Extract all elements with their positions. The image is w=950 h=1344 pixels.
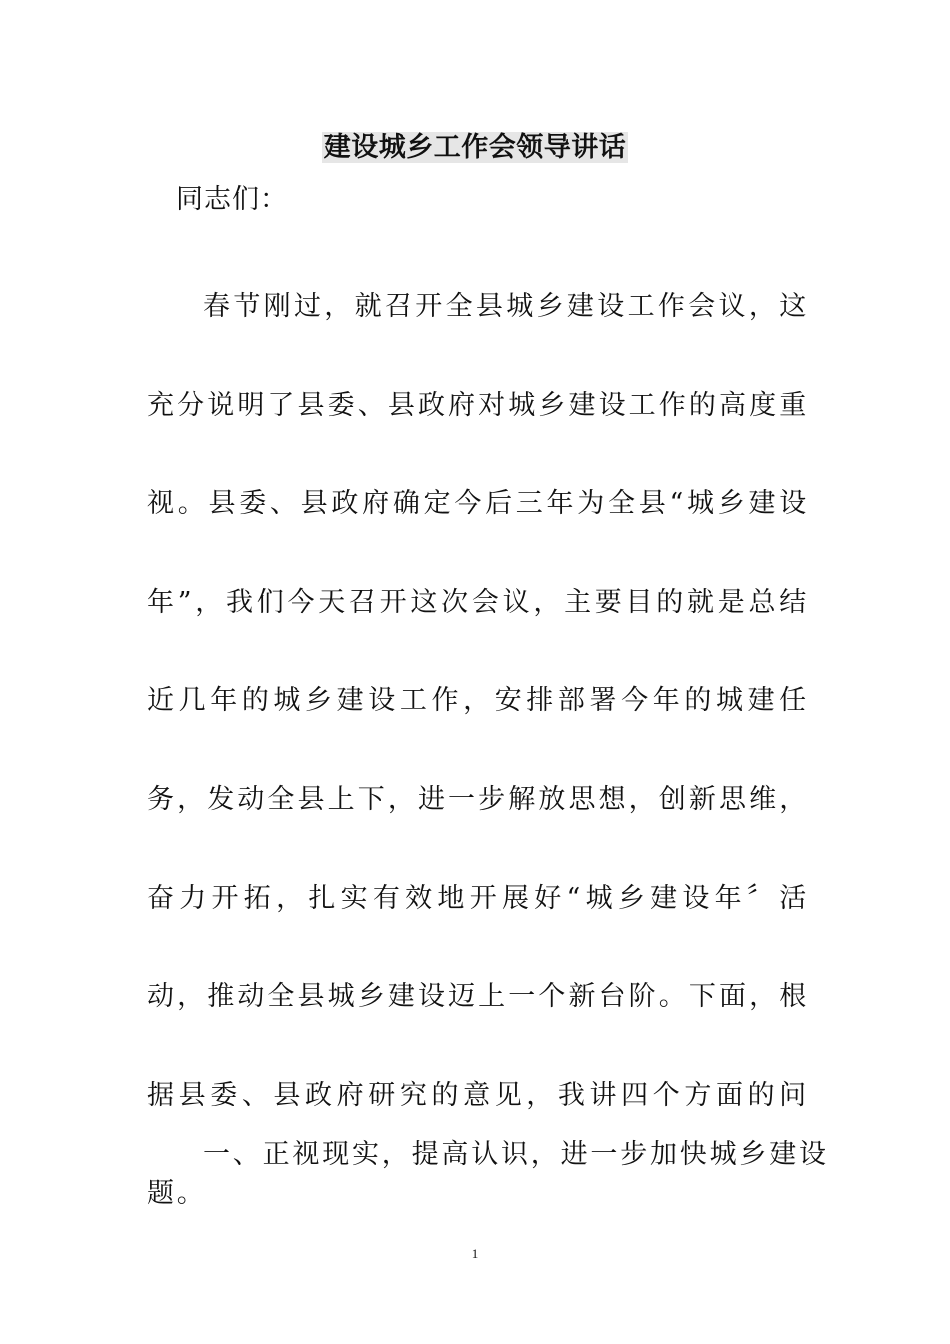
salutation: 同志们： [176, 184, 288, 215]
document-title-text: 建设城乡工作会领导讲话 [323, 132, 627, 163]
page-number: 1 [471, 1246, 479, 1261]
section-heading: 一、正视现实，提高认识，进一步加快城乡建设 [203, 1139, 829, 1170]
document-title [0, 128, 950, 168]
body-paragraph: 春节刚过，就召开全县城乡建设工作会议，这充分说明了县委、县政府对城乡建设工作的高度重视。县委、县政府确定今后三年为全县“城乡建设年”，我们今天召开这次会议，主要目的就是总结近几年的城乡建设工作，安排部署今年的城建任务，发动全县上下，进一步解放思想，创新思维，奋力开拓，扎实有效地开展好“城乡建设年〞活动，推动全县城乡建设迈上一个新台阶。下面，根据县委、县政府研究的意见，我讲四个方面的问题。 [147, 291, 809, 1210]
